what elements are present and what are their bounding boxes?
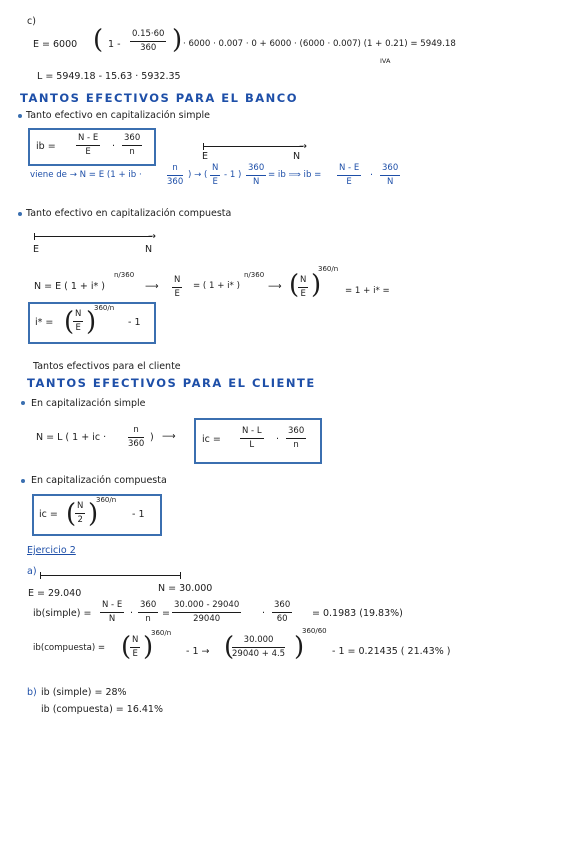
compound-exp3: 360/n <box>318 265 339 273</box>
ib-frac1-den: E <box>85 146 91 157</box>
istar-lhs: i* = <box>35 317 54 328</box>
derive-f1-den: 360 <box>167 176 184 187</box>
close-paren: ) <box>311 270 322 300</box>
ex-simple-result: = 0.1983 (19.83%) <box>312 608 403 619</box>
derive-f4-den: E <box>346 176 352 187</box>
derive-f5 <box>380 164 400 186</box>
ic-frac1 <box>240 427 264 449</box>
ex-c-exp2: 360/60 <box>302 627 327 635</box>
close-paren: ) <box>172 25 183 55</box>
ex-compound-result: - 1 = 0.21435 ( 21.43% ) <box>332 646 451 657</box>
part-b-label: b) <box>27 687 37 698</box>
ex-s-frac3-num: 30.000 - 29040 <box>172 601 241 613</box>
ex-s-frac1-den: N <box>108 613 116 624</box>
e-one-minus: 1 - <box>108 39 121 50</box>
ib-frac1 <box>76 134 100 156</box>
bullet-icon <box>18 114 22 118</box>
ic-lhs: ic = <box>202 434 221 445</box>
ex-c-frac2-den: 29040 + 4.5 <box>232 648 286 659</box>
compound-f2-den: E <box>300 288 306 299</box>
cliente-simple-eq: N = L ( 1 + ic · <box>36 432 107 443</box>
derive-f2-num: N <box>210 164 220 176</box>
ic-frac2 <box>286 427 306 449</box>
ex-s-frac1-num: N - E <box>100 601 124 613</box>
derive-prefix: viene de → N = E (1 + ib · <box>30 170 142 180</box>
ic-frac1-den: L <box>249 439 255 450</box>
part-a-label: a) <box>27 566 37 577</box>
equals: = <box>162 608 170 619</box>
close-paren: ) <box>86 307 97 337</box>
exercise-tick-left <box>40 572 41 579</box>
e-equation-rest: · 6000 · 0.007 · 0 + 6000 · (6000 · 0.007) (1 + 0.21) = 5949.18 <box>183 39 456 49</box>
e-value: E = 29.040 <box>28 588 82 599</box>
istar-frac-den: E <box>75 322 81 333</box>
section-cliente-title: TANTOS EFECTIVOS PARA EL CLIENTE <box>27 376 316 390</box>
derive-mid: ) → ( <box>188 170 208 180</box>
istar-frac <box>73 310 83 332</box>
open-paren: ( <box>121 632 132 662</box>
ex-c-mid: - 1 → <box>186 646 210 657</box>
arrow-icon: → <box>148 231 156 242</box>
ib-simple-lhs: ib(simple) = <box>33 608 92 619</box>
banco-compound-bullet: Tanto efectivo en capitalización compuesta <box>26 208 232 219</box>
ex-s-frac3 <box>172 601 241 623</box>
l-line: L = 5949.18 - 15.63 · 5932.35 <box>37 71 181 82</box>
timeline-label-n: N <box>293 151 301 162</box>
compound-f2-num: N <box>298 276 308 288</box>
ex-s-frac3-den: 29040 <box>193 613 221 624</box>
ex-c-frac1 <box>130 636 140 658</box>
ex-s-frac4-num: 360 <box>272 601 292 613</box>
bullet-icon <box>21 401 25 405</box>
e-equation-prefix: E = 6000 <box>33 39 78 50</box>
bullet-icon <box>21 479 25 483</box>
istar-tail: - 1 <box>128 317 141 328</box>
derive-f2 <box>210 164 220 186</box>
icc-exp: 360/n <box>96 496 117 504</box>
ex-s-frac2-den: n <box>145 613 151 624</box>
close-paren: ) <box>294 632 305 662</box>
icc-tail: - 1 <box>132 509 145 520</box>
close-paren: ) <box>143 632 154 662</box>
cliente-simple-bullet: En capitalización simple <box>31 398 146 409</box>
open-paren: ( <box>224 632 235 662</box>
cliente-simple-close: ) <box>150 432 154 443</box>
ex-s-frac1 <box>100 601 124 623</box>
open-paren: ( <box>64 307 75 337</box>
exercise-tick-right <box>180 572 181 579</box>
derive-f5-den: N <box>386 176 394 187</box>
icc-frac-den: 2 <box>77 514 83 525</box>
istar-exp: 360/n <box>94 304 115 312</box>
ib-frac2-num: 360 <box>122 134 142 146</box>
compound-eq-end: = 1 + i* = <box>345 286 390 296</box>
open-paren: ( <box>66 499 77 529</box>
e-fraction-den: 360 <box>140 42 157 53</box>
compound-eq-mid: = ( 1 + i* ) <box>193 281 240 291</box>
ic-frac1-num: N - L <box>240 427 264 439</box>
part-c-label: c) <box>27 16 36 27</box>
derive-f3-den: N <box>252 176 260 187</box>
ex-c-frac1-den: E <box>132 648 138 659</box>
compound-timeline-line <box>34 236 152 237</box>
compound-f1-den: E <box>174 288 180 299</box>
derive-f1 <box>167 164 183 186</box>
ic-frac2-den: n <box>293 439 299 450</box>
e-fraction-num: 0.15·60 <box>130 30 166 42</box>
timeline-label-e: E <box>202 151 209 162</box>
compound-label-e: E <box>33 244 40 255</box>
open-paren: ( <box>289 270 300 300</box>
derive-mid2: - 1 ) <box>224 170 242 180</box>
ex-c-exp1: 360/n <box>151 629 172 637</box>
derive-f3-num: 360 <box>246 164 266 176</box>
cliente-compound-bullet: En capitalización compuesta <box>31 475 167 486</box>
derive-tail: = ib ⟹ ib = <box>268 170 322 180</box>
close-paren: ) <box>88 499 99 529</box>
ic-frac2-num: 360 <box>286 427 306 439</box>
timeline-line <box>203 146 303 147</box>
cliente-simple-frac-num: n <box>128 426 144 438</box>
ex-s-frac2 <box>138 601 158 623</box>
ex-c-frac1-num: N <box>130 636 140 648</box>
ejercicio-title: Ejercicio 2 <box>27 545 76 556</box>
ex-s-frac2-num: 360 <box>138 601 158 613</box>
section-banco-title: TANTOS EFECTIVOS PARA EL BANCO <box>20 91 298 105</box>
compound-exp2: n/360 <box>244 271 265 279</box>
ex-c-frac2-num: 30.000 <box>232 636 285 648</box>
arrow-icon: ⟶ <box>145 281 159 292</box>
ib-lhs: ib = <box>36 141 56 152</box>
part-b-line2: ib (compuesta) = 16.41% <box>41 704 164 715</box>
icc-frac-num: N <box>75 502 85 514</box>
iva-note: IVA <box>380 57 391 65</box>
ic-compound-formula-box <box>32 494 162 536</box>
banco-simple-bullet: Tanto efectivo en capitalización simple <box>26 110 211 121</box>
ib-frac1-num: N - E <box>76 134 100 146</box>
ib-frac2 <box>122 134 142 156</box>
arrow-icon: → <box>299 141 307 152</box>
compound-eq-lhs: N = E ( 1 + i* ) <box>34 281 106 292</box>
derive-f1-num: n <box>167 164 183 176</box>
arrow-icon: ⟶ <box>162 431 176 442</box>
ib-simple-formula-box <box>28 128 156 166</box>
cliente-simple-frac <box>128 426 144 448</box>
ex-s-frac4-den: 60 <box>276 613 288 624</box>
istar-frac-num: N <box>73 310 83 322</box>
dot: · <box>370 170 374 181</box>
compound-exp1: n/360 <box>114 271 135 279</box>
derive-f2-den: E <box>212 176 218 187</box>
e-fraction <box>130 30 166 52</box>
dot: · <box>130 608 134 619</box>
exercise-timeline-line <box>40 575 180 576</box>
compound-f1 <box>172 276 182 298</box>
bullet-icon <box>18 212 22 216</box>
ib-frac2-den: n <box>129 146 135 157</box>
derive-f4-num: N - E <box>337 164 361 176</box>
dot: · <box>276 434 280 445</box>
ex-c-frac2 <box>232 636 285 658</box>
dot: · <box>112 141 116 152</box>
compound-f2 <box>298 276 308 298</box>
n-value: N = 30.000 <box>158 583 213 594</box>
compound-f1-num: N <box>172 276 182 288</box>
cliente-caption: Tantos efectivos para el cliente <box>33 361 181 372</box>
ic-simple-formula-box <box>194 418 322 464</box>
compound-tick-left <box>34 233 35 240</box>
cliente-simple-frac-den: 360 <box>128 438 145 449</box>
timeline-tick-left <box>203 143 204 150</box>
dot: · <box>262 608 266 619</box>
icc-lhs: ic = <box>39 509 58 520</box>
derive-f5-num: 360 <box>380 164 400 176</box>
open-paren: ( <box>93 25 104 55</box>
derive-f3 <box>246 164 266 186</box>
compound-label-n: N <box>145 244 153 255</box>
arrow-icon: ⟶ <box>268 281 282 292</box>
istar-formula-box <box>28 302 156 344</box>
icc-frac <box>75 502 85 524</box>
derive-f4 <box>337 164 361 186</box>
part-b-line1: ib (simple) = 28% <box>41 687 127 698</box>
ex-s-frac4 <box>272 601 292 623</box>
ib-compound-lhs: ib(compuesta) = <box>33 643 106 653</box>
